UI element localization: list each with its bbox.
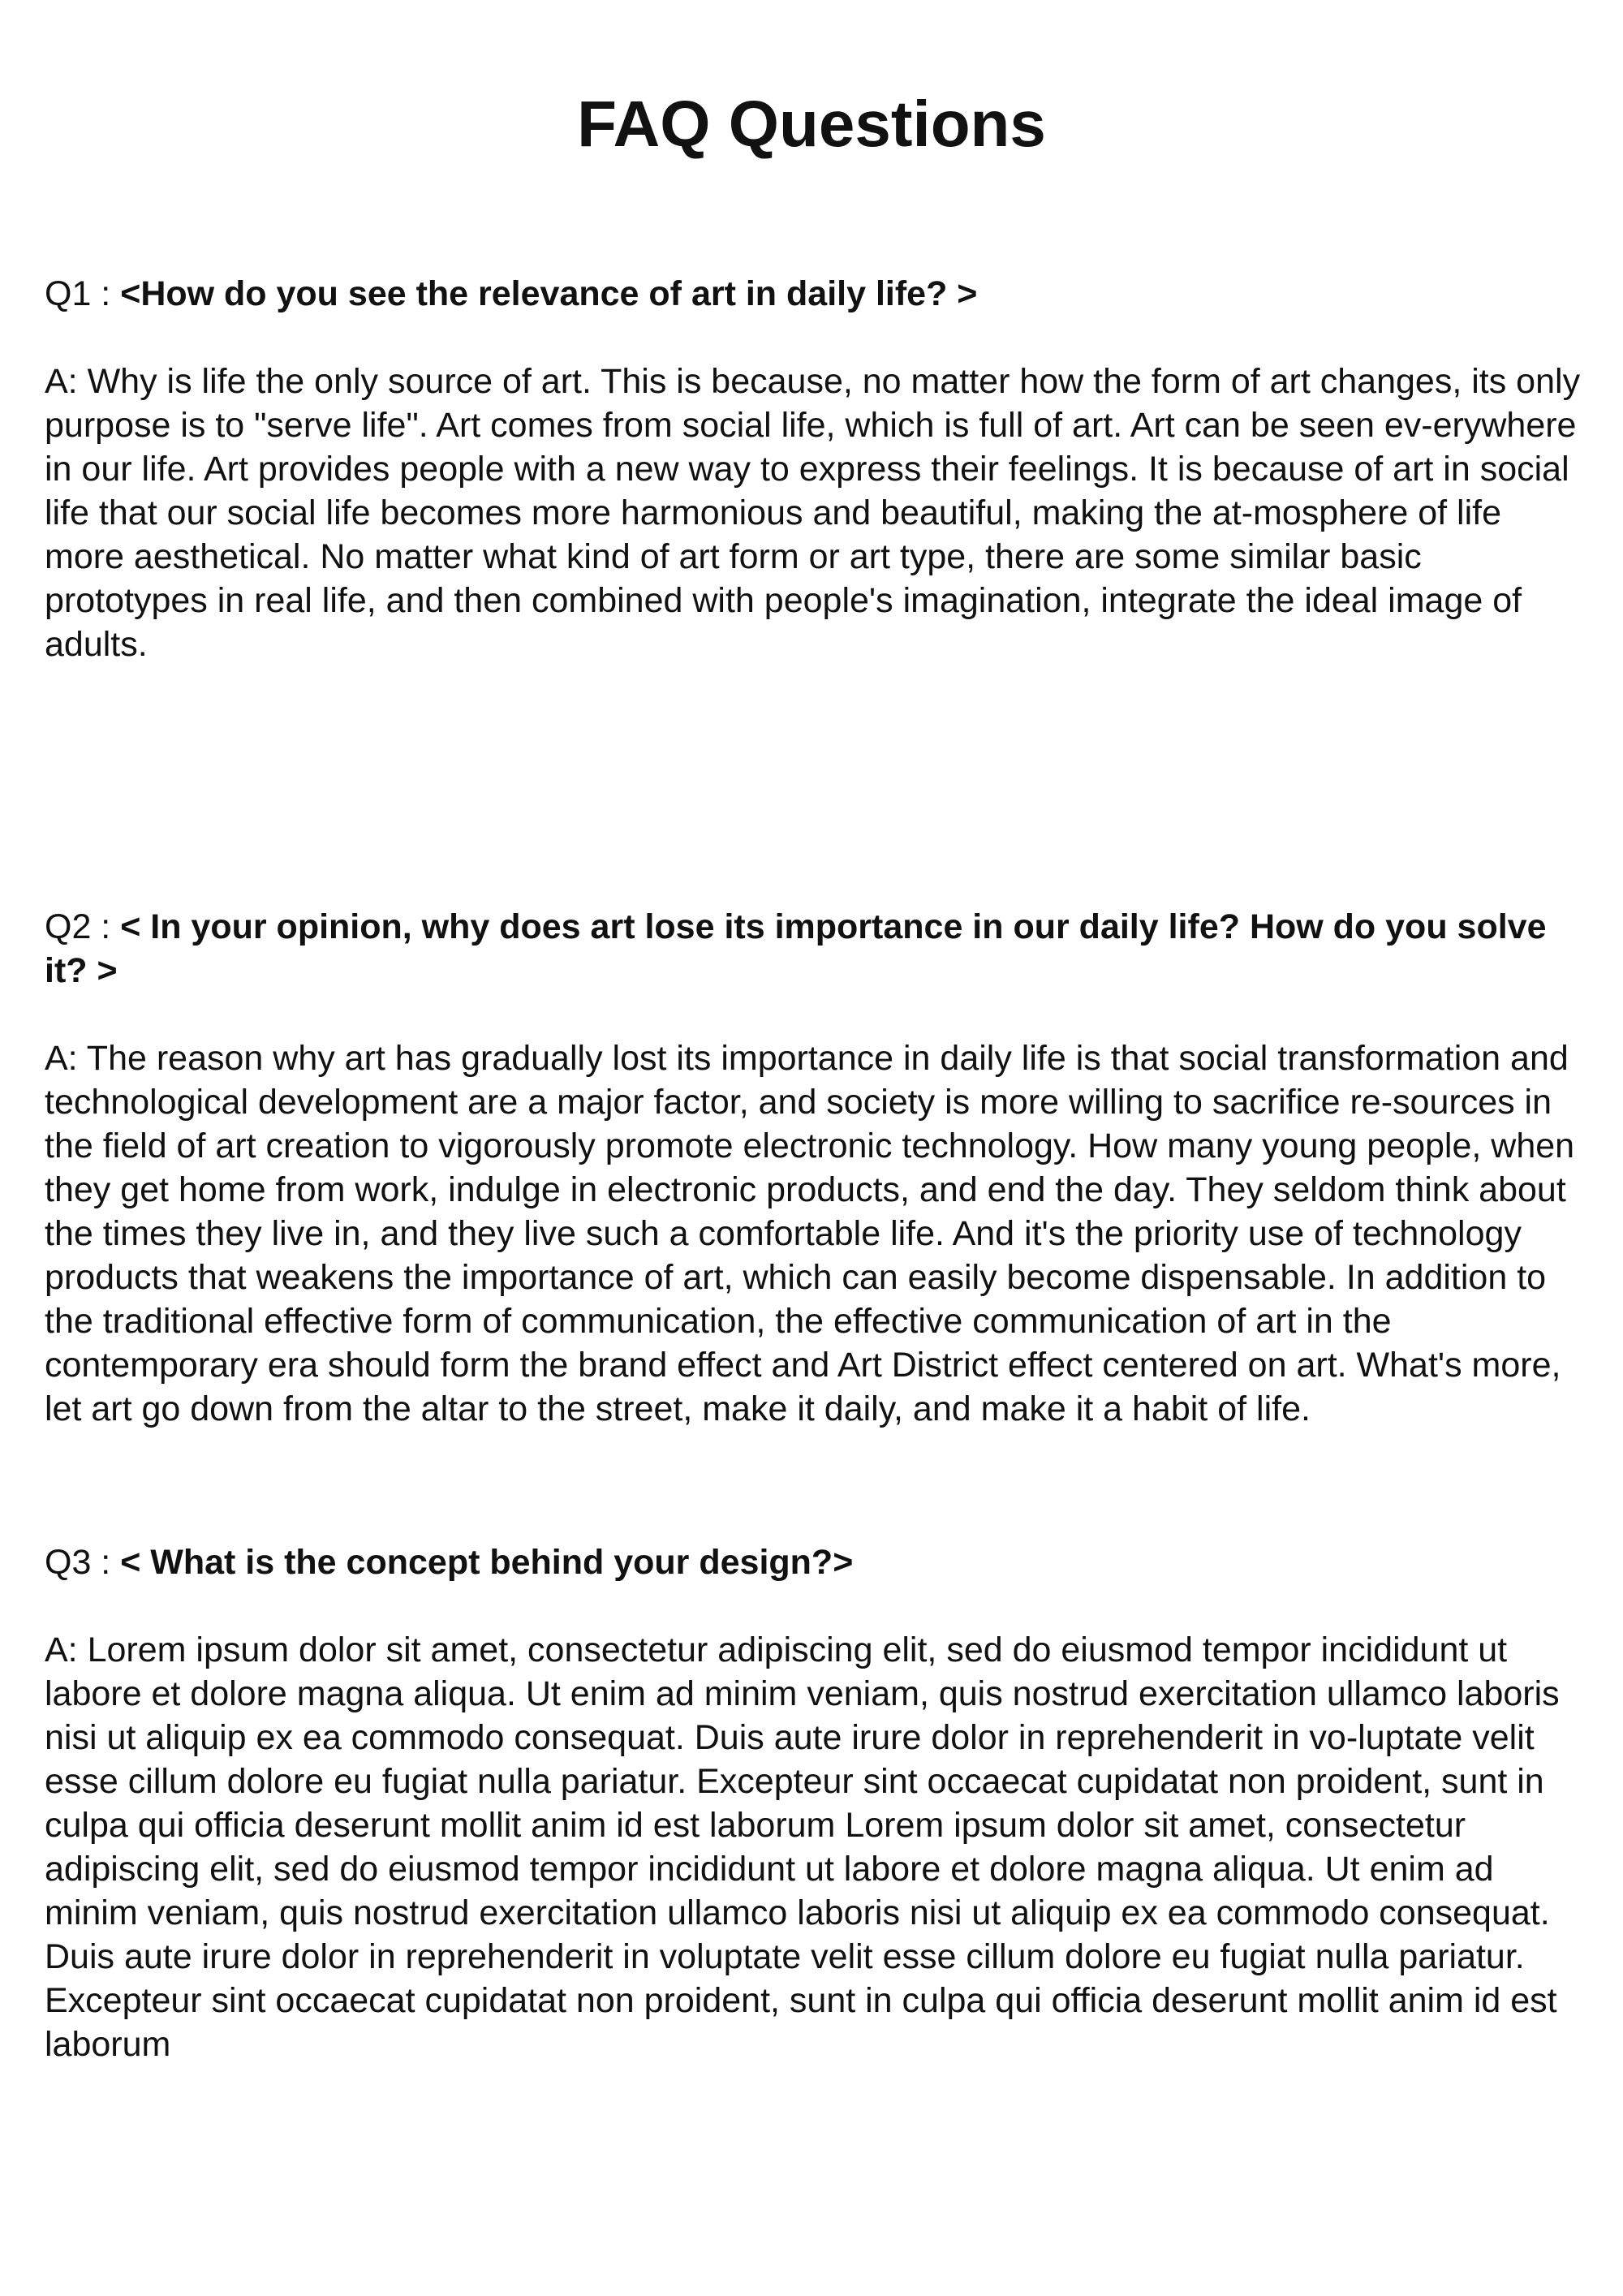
faq-item-1 [45, 272, 1586, 666]
faq-item-2 [45, 905, 1586, 1431]
answer-3: A: Lorem ipsum dolor sit amet, consectetur adipiscing elit, sed do eiusmod tempor incididunt ut labore et dolore magna aliqua. Ut enim ad minim veniam, quis nostrud exercitation ullamco laboris nisi ut aliquip ex ea commodo consequat. Duis aute irure dolor in reprehenderit in vo-luptate velit esse cillum dolore eu fugiat nulla pariatur. Excepteur sint occaecat cupidatat non proident, sunt in culpa qui officia deserunt mollit anim id est laborum Lorem ipsum dolor sit amet, consectetur adipiscing elit, sed do eiusmod tempor incididunt ut labore et dolore magna aliqua. Ut enim ad minim veniam, quis nostrud exercitation ullamco laboris nisi ut aliquip ex ea commodo consequat. Duis aute irure dolor in reprehenderit in voluptate velit esse cillum dolore eu fugiat nulla pariatur. Excepteur sint occaecat cupidatat non proident, sunt in culpa qui officia deserunt mollit anim id est laborum [45, 1630, 1560, 2064]
question-2-text: < In your opinion, why does art lose its importance in our daily life? How do you solve it? > [45, 907, 1547, 990]
question-1-label: Q1 : [45, 274, 121, 313]
answer-2: A: The reason why art has gradually lost its importance in daily life is that social transformation and technological development are a major factor, and society is more willing to sacrifice re-sources in the field of art creation to vigorously promote electronic technology. How many young people, when they get home from work, indulge in electronic products, and end the day. They seldom think about the times they live in, and they live such a comfortable life. And it's the priority use of technology products that weakens the importance of art, which can easily become dispensable. In addition to the traditional effective form of communication, the effective communication of art in the contemporary era should form the brand effect and Art District effect centered on art. What's more, let art go down from the altar to the street, make it daily, and make it a habit of life. [45, 1039, 1575, 1428]
question-3-label: Q3 : [45, 1543, 121, 1582]
question-1-text: <How do you see the relevance of art in daily life? > [120, 274, 978, 313]
question-2 [45, 905, 1586, 993]
question-1 [45, 272, 1586, 316]
faq-item-3 [45, 1540, 1586, 2066]
question-3-text: < What is the concept behind your design?> [120, 1543, 854, 1582]
page-title: FAQ Questions [577, 88, 1046, 160]
question-2-label: Q2 : [45, 907, 121, 946]
question-3 [45, 1540, 1586, 1584]
answer-1: A: Why is life the only source of art. This is because, no matter how the form of art changes, its only purpose is to "serve life". Art comes from social life, which is full of art. Art can be seen ev-erywhere in our life. Art provides people with a new way to express their feelings. It is because of art in social life that our social life becomes more harmonious and beautiful, making the at-mosphere of life more aesthetical. No matter what kind of art form or art type, there are some similar basic prototypes in real life, and then combined with people's imagination, integrate the ideal image of adults. [45, 362, 1581, 664]
